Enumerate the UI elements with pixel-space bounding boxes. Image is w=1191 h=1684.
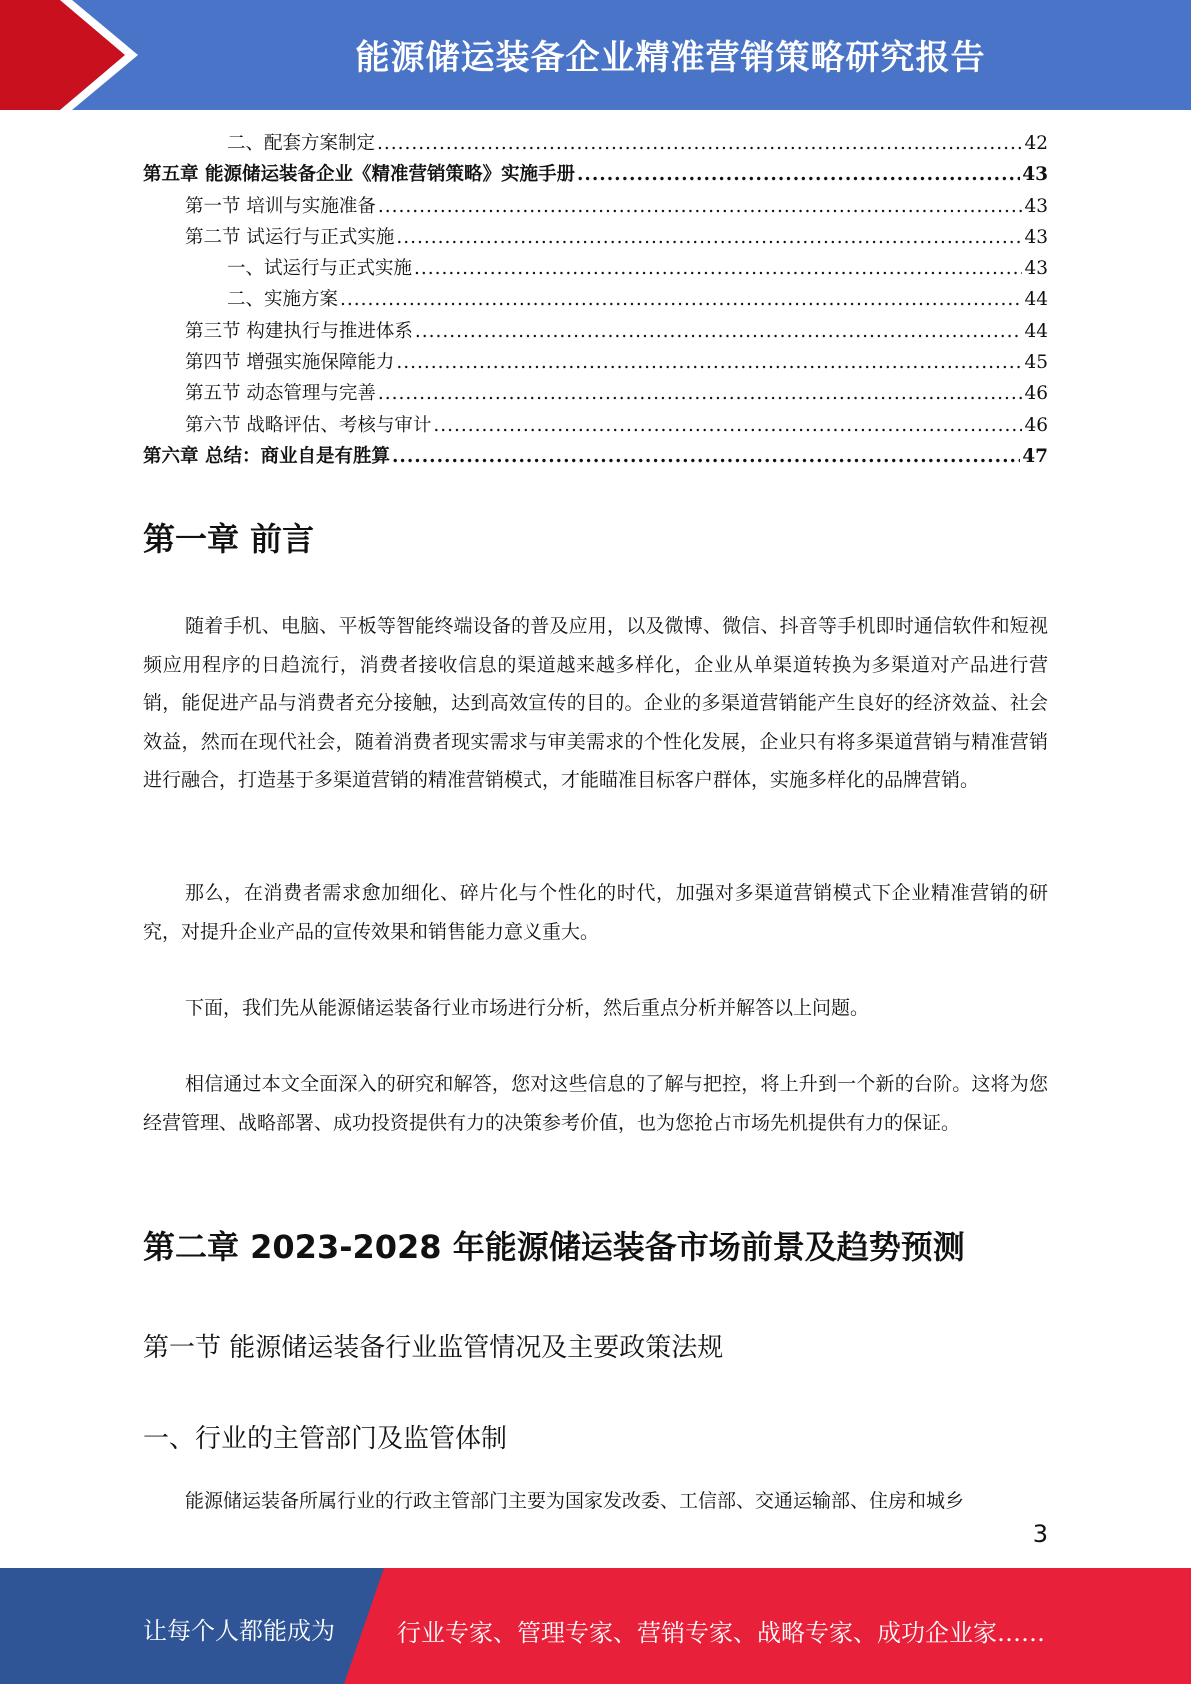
toc-entry-page: 44 [1024,289,1048,311]
toc-entry[interactable] [143,441,1048,472]
toc-entry[interactable] [143,410,1048,441]
header-arrow-graphic [0,0,150,110]
toc-entry-page: 43 [1024,195,1048,217]
toc-leader-dots [415,316,1023,347]
toc-entry-page: 43 [1024,258,1048,280]
toc-entry[interactable] [143,191,1048,222]
toc-entry-label: 第四节 增强实施保障能力 [185,352,395,374]
toc-leader-dots [378,191,1023,222]
toc-entry[interactable] [143,316,1048,347]
toc-leader-dots [577,159,1020,190]
toc-entry-page: 43 [1024,226,1048,248]
toc-entry-page: 45 [1024,352,1048,374]
toc-entry[interactable] [143,222,1048,253]
toc-entry[interactable] [143,253,1048,284]
toc-leader-dots [340,284,1022,315]
toc-leader-dots [396,222,1022,253]
toc-entry[interactable] [143,128,1048,159]
header-banner [0,0,1191,110]
toc-entry-label: 第五章 能源储运装备企业《精准营销策略》实施手册 [143,164,575,186]
chapter1-paragraph-3: 下面，我们先从能源储运装备行业市场进行分析，然后重点分析并解答以上问题。 [185,997,870,1019]
footer-slogan-left: 让每个人都能成为 [143,1617,335,1645]
footer-slogan-right: 行业专家、管理专家、营销专家、战略专家、成功企业家…… [397,1619,1045,1647]
chapter2-paragraph-1: 能源储运装备所属行业的行政主管部门主要为国家发改委、工信部、交通运输部、住房和城乡 [185,1490,965,1512]
toc-leader-dots [414,253,1022,284]
toc-entry-label: 第二节 试运行与正式实施 [185,226,395,248]
header-title: 能源储运装备企业精准营销策略研究报告 [355,38,986,78]
chapter2-subsection1-heading: 一、行业的主管部门及监管体制 [143,1424,508,1454]
toc-leader-dots [378,378,1023,409]
toc-leader-dots [433,410,1022,441]
toc-entry-label: 第六章 总结：商业自是有胜算 [143,445,390,467]
chapter1-heading: 第一章 前言 [143,520,315,558]
toc-entry-label: 第三节 构建执行与推进体系 [185,320,413,342]
chapter1-paragraph-1: 随着手机、电脑、平板等智能终端设备的普及应用，以及微博、微信、抖音等手机即时通信软件和短视频应用程序的日趋流行，消费者接收信息的渠道越来越多样化，企业从单渠道转换为多渠道对产品进行营销，能促进产品与消费者充分接触，达到高效宣传的目的。企业的多渠道营销能产生良好的经济效益、社会效益，然而在现代社会，随着消费者现实需求与审美需求的个性化发展，企业只有将多渠道营销与精准营销进行融合，打造基于多渠道营销的精准营销模式，才能瞄准目标客户群体，实施多样化的品牌营销。 [143,615,1048,791]
page-number: 3 [1032,1520,1048,1548]
toc-entry-label: 一、试运行与正式实施 [227,258,413,280]
toc-leader-dots [396,347,1022,378]
toc-entry-page: 42 [1024,133,1048,154]
chapter1-paragraph-2: 那么，在消费者需求愈加细化、碎片化与个性化的时代，加强对多渠道营销模式下企业精准营销的研究，对提升企业产品的宣传效果和销售能力意义重大。 [143,882,1048,943]
toc-entry-label: 第五节 动态管理与完善 [185,383,376,405]
toc-entry[interactable] [143,159,1048,190]
toc-entry-label: 二、实施方案 [227,289,339,311]
toc-leader-dots [392,441,1020,472]
footer-banner [0,1568,1191,1684]
table-of-contents [143,128,1048,472]
chapter2-section1-heading: 第一节 能源储运装备行业监管情况及主要政策法规 [143,1333,724,1363]
chapter2-heading: 第二章 2023-2028 年能源储运装备市场前景及趋势预测 [143,1228,965,1266]
chapter1-paragraph-4: 相信通过本文全面深入的研究和解答，您对这些信息的了解与把控，将上升到一个新的台阶。这将为您经营管理、战略部署、成功投资提供有力的决策参考价值，也为您抢占市场先机提供有力的保证。 [143,1073,1048,1134]
toc-entry-page: 43 [1022,164,1048,186]
toc-entry[interactable] [143,284,1048,315]
toc-entry-page: 46 [1024,414,1048,436]
toc-entry[interactable] [143,378,1048,409]
toc-entry-page: 47 [1022,445,1048,467]
toc-entry-page: 46 [1024,383,1048,405]
toc-entry[interactable] [143,347,1048,378]
toc-entry-label: 第一节 培训与实施准备 [185,195,376,217]
toc-entry-label: 二、配套方案制定 [227,133,376,154]
toc-entry-page: 44 [1024,320,1048,342]
toc-leader-dots [377,128,1022,159]
toc-entry-label: 第六节 战略评估、考核与审计 [185,414,432,436]
